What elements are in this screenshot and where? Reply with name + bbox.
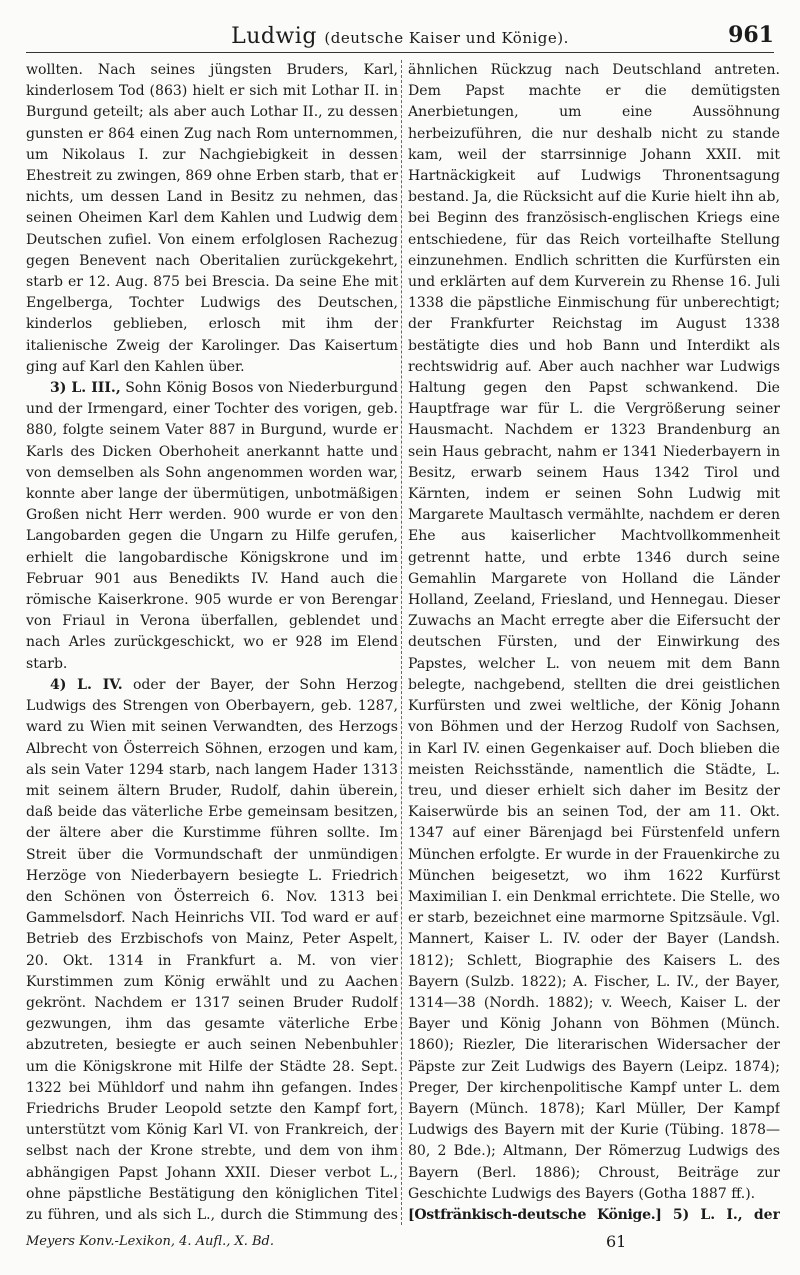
paragraph-ludwig-4-continuation: ähnlichen Rückzug nach Deutschland antreten. Dem Papst machte er die demütigsten Anerbietungen, um eine Aussöhnung herbeizuführen, die nur deshalb nicht zu stande kam, weil der starrsinnige Johann XXII. mit Hartnäckigkeit auf Ludwigs Thronentsagung bestand. Ja, die Rücksicht auf die Kurie hielt ihn ab, bei Beginn des französisch-englischen Kriegs eine entschiedene, für das Reich vorteilhafte Stellung einzunehmen. Endlich schritten die Kurfürsten ein und erklärten auf dem Kurverein zu Rhense 16. Juli 1338 die päpstliche Einmischung für unberechtigt; der Frankfurter Reichstag im August 1338 bestätigte dies und hob Bann und Interdikt als rechtswidrig auf. Aber auch nachher war Ludwigs Haltung gegen den Papst schwankend. Die Hauptfrage war für L. die Vergrößerung seiner Hausmacht. Nachdem er 1323 Brandenburg an sein Haus gebracht, nahm er 1341 Niederbayern in Besitz, erwarb seinem Haus 1342 Tirol und Kärnten, indem er seinen Sohn Ludwig mit Margarete Maultasch vermählte, nachdem er deren Ehe aus kaiserlicher Machtvollkommenheit getrennt hatte, und erbte 1346 durch seine Gemahlin Margarete von Holland die Länder Holland, Zeeland, Friesland, und Hennegau. Dieser Zuwachs an Macht erregte aber die Eifersucht der deutschen Fürsten, und der Einwirkung des Papstes, welcher L. von neuem mit dem Bann belegte, nachgebend, stellten die drei geistlichen Kurfürsten und zwei weltliche, der König Johann von Böhmen und der Herzog Rudolf von Sachsen, in Karl IV. einen Gegenkaiser auf. Doch blieben die meisten Reichsstände, namentlich die Städte, L. treu, und dieser erhielt sich daher im Besitz der Kaiserwürde bis an seinen Tod, der am 11. Okt. 1347 auf einer Bärenjagd bei Fürstenfeld unfern München erfolgte. Er wurde in der Frauenkirche zu München beigesetzt, wo ihm 1622 Kurfürst Maximilian I. ein Denkmal errichtete. Die Stelle, wo er starb, bezeichnet eine marmorne Spitzsäule. Vgl. Mannert, Kaiser L. IV. oder der Bayer (Landsh. 1812); Schlett, Biographie des Kaisers L. des Bayern (Sulzb. 1822); A. Fischer, L. IV., der Bayer, 1314—38 (Nordh. 1882); v. Weech, Kaiser L. der Bayer und König Johann von Böhmen (Münch. 1860); Riezler, Die literarischen Widersacher der Päpste zur Zeit Ludwigs des Bayern (Leipz. 1874); Preger, Der kirchenpolitische Kampf unter L. dem Bayern (Münch. 1878); Karl Müller, Der Kampf Ludwigs des Bayern mit der Kurie (Tübing. 1878—80, 2 Bde.); Altmann, Der Römerzug Ludwigs des Bayern (Berl. 1886); Chroust, Beiträge zur Geschichte Ludwigs des Bayers (Gotha 1887 ff.).	[408, 62, 780, 1202]
running-title	[26, 24, 774, 49]
left-column	[26, 60, 398, 1225]
running-title-main: Ludwig	[231, 24, 317, 49]
entry-lead-ludwig-5: 5) L. I., der	[672, 1206, 780, 1223]
paragraph-ludwig-4	[26, 675, 398, 1225]
paragraph-ludwig-5	[408, 1205, 780, 1225]
page-header	[26, 22, 774, 53]
paragraph-lothar-continuation: wollten. Nach seines jüngsten Bruders, Karl, kinderlosem Tod (863) hielt er sich mit Lothar II. in Burgund geteilt; als aber auch Lothar II., zu dessen gunsten er 864 einen Zug nach Rom unternommen, um Nikolaus I. zur Nachgiebigkeit in dessen Ehestreit zu zwingen, 869 ohne Erben starb, that er nichts, um dessen Land in Besitz zu nehmen, das seinen Oheimen Karl dem Kahlen und Ludwig dem Deutschen zufiel. Von einem erfolglosen Rachezug gegen Benevent nach Oberitalien zurückgekehrt, starb er 12. Aug. 875 bei Brescia. Da seine Ehe mit Engelberga, Tochter Ludwigs des Deutschen, kinderlos geblieben, erlosch mit ihm der italienische Zweig der Karolinger. Das Kaisertum ging auf Karl den Kahlen über.	[26, 62, 398, 375]
entry-lead-ludwig-3: 3) L. III.,	[50, 380, 121, 397]
running-title-sub: (deutsche Kaiser und Könige).	[324, 29, 569, 47]
section-heading-ostfraenkisch: [Ostfränkisch-deutsche Könige.]	[408, 1206, 662, 1223]
footer-signature: 61	[606, 1232, 627, 1251]
paragraph-ludwig-3	[26, 378, 398, 675]
entry-text-ludwig-3: Sohn König Bosos von Niederburgund und der Irmengard, einer Tochter des vorigen, geb. 880, folgte seinem Vater 887 in Burgund, wurde er Karls des Dicken Oberhoheit anerkannt hatte und von demselben als Sohn angenommen worden war, konnte aber lange der übermütigen, unbotmäßigen Großen nicht Herr werden. 900 wurde er von den Langobarden gegen die Ungarn zu Hilfe gerufen, erhielt die langobardische Königskrone und im Februar 901 aus Benedikts IV. Hand auch die römische Kaiserkrone. 905 wurde er von Berengar von Friaul in Verona überfallen, geblendet und nach Arles zurückgeschickt, wo er 928 im Elend starb.	[26, 380, 398, 672]
column-divider	[401, 60, 402, 1225]
page-number: 961	[728, 22, 774, 48]
footer-source: Meyers Konv.-Lexikon, 4. Aufl., X. Bd.	[26, 1234, 274, 1249]
right-column	[408, 60, 780, 1225]
entry-text-ludwig-4: oder der Bayer, der Sohn Herzog Ludwigs des Strengen von Oberbayern, geb. 1287, ward zu Wien mit seinen Verwandten, des Herzogs Albrecht von Österreich Söhnen, erzogen und kam, als sein Vater 1294 starb, nach langem Hader 1313 mit seinem ältern Bruder, Rudolf, dahin überein, daß beide das väterliche Erbe gemeinsam besitzen, der ältere aber die Kurstimme führen sollte. Im Streit über die Vormundschaft der unmündigen Herzöge von Niederbayern besiegte L. Friedrich den Schönen von Österreich 6. Nov. 1313 bei Gammelsdorf. Nach Heinrichs VII. Tod ward er auf Betrieb des Erzbischofs von Mainz, Peter Aspelt, 20. Okt. 1314 in Frankfurt a. M. von vier Kurstimmen zum König erwählt und zu Aachen gekrönt. Nachdem er 1317 seinen Bruder Rudolf gezwungen, ihm das gesamte väterliche Erbe abzutreten, besiegte er auch seinen Nebenbuhler um die Königskrone mit Hilfe der Städte 28. Sept. 1322 bei Mühldorf und nahm ihn gefangen. Indes Friedrichs Bruder Leopold setzte den Kampf fort, unterstützt vom König Karl VI. von Frankreich, der selbst nach der Krone strebte, und dem von ihm abhängigen Papst Johann XXII. Dieser verbot L., ohne päpstliche Bestätigung den königlichen Titel zu führen, und als sich L., durch die Stimmung des	[26, 676, 398, 1223]
page-footer	[26, 1232, 774, 1256]
entry-lead-ludwig-4: 4) L. IV.	[50, 676, 123, 693]
